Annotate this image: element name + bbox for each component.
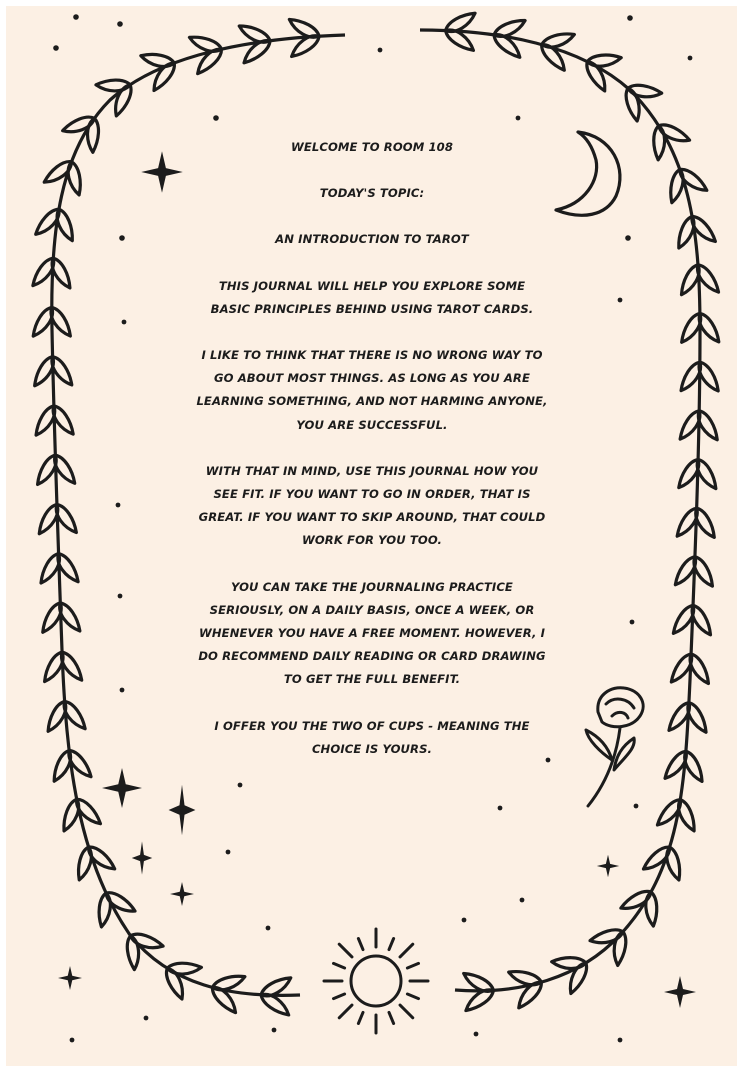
text-line: GO ABOUT MOST THINGS. AS LONG AS YOU ARE <box>214 371 530 386</box>
sun-ray <box>358 1012 363 1023</box>
text-line: DO RECOMMEND DAILY READING OR CARD DRAWING <box>198 649 546 664</box>
text-line: WORK FOR YOU TOO. <box>301 533 443 548</box>
sun-ray <box>400 944 413 957</box>
leaf-icon <box>587 51 623 69</box>
sun-ray <box>339 1005 352 1018</box>
paragraph-two-of-cups <box>172 715 572 761</box>
text-line: SEE FIT. IF YOU WANT TO GO IN ORDER, THAT IS <box>213 487 531 502</box>
text-line: LEARNING SOMETHING, AND NOT HARMING ANYONE, <box>196 394 548 409</box>
leaf-icon <box>164 966 186 1002</box>
topic-title: AN INTRODUCTION TO TAROT <box>275 232 469 247</box>
sun-ray <box>389 1012 394 1023</box>
leaf-icon <box>663 846 686 882</box>
leaf-icon <box>64 161 85 197</box>
paragraph-practice <box>172 576 572 692</box>
welcome-heading: WELCOME TO ROOM 108 <box>290 140 454 154</box>
leaf-icon <box>129 932 165 950</box>
sun-ray <box>339 944 352 957</box>
sun-ray <box>407 963 418 968</box>
sun-icon <box>324 929 428 1033</box>
sun-ray <box>358 939 363 950</box>
text-line: TO GET THE FULL BENEFIT. <box>283 672 461 687</box>
text-line: BASIC PRINCIPLES BEHIND USING TAROT CARDS. <box>210 301 534 316</box>
rose-flower-icon <box>586 688 643 806</box>
paragraph-no-wrong-way <box>172 344 572 437</box>
leaf-icon <box>140 49 176 70</box>
sun-ray <box>389 939 394 950</box>
topic-label: TODAY'S TOPIC: <box>319 186 425 201</box>
text-line: GREAT. IF YOU WANT TO SKIP AROUND, THAT COULD <box>198 510 546 525</box>
leaf-icon <box>167 961 202 976</box>
leaf-icon <box>103 890 138 915</box>
text-line: I OFFER YOU THE TWO OF CUPS - MEANING THE <box>214 718 530 733</box>
sun-ray <box>407 994 418 999</box>
sun-ray <box>334 994 345 999</box>
leaf-icon <box>643 891 659 926</box>
paragraph-intro <box>172 275 572 321</box>
text-line: I LIKE TO THINK THAT THERE IS NO WRONG WAY TO <box>201 348 543 363</box>
text-line: SERIOUSLY, ON A DAILY BASIS, ONCE A WEEK, OR <box>209 602 535 617</box>
leaf-icon <box>652 125 667 160</box>
leaf-icon <box>61 115 97 135</box>
leaf-icon <box>112 82 133 118</box>
text-line: YOU CAN TAKE THE JOURNALING PRACTICE <box>231 579 513 594</box>
sun-ray <box>400 1005 413 1018</box>
sun-ray <box>334 963 345 968</box>
journal-text <box>172 136 572 761</box>
leaf-icon <box>73 846 96 882</box>
leaf-icon <box>551 955 586 970</box>
leaf-icon <box>656 122 692 144</box>
text-line: WHENEVER YOU HAVE A FREE MOMENT. HOWEVER, I <box>198 626 545 641</box>
text-line: THIS JOURNAL WILL HELP YOU EXPLORE SOME <box>218 278 526 293</box>
leaf-icon <box>567 960 590 996</box>
text-line: CHOICE IS YOURS. <box>311 741 433 756</box>
leaf-icon <box>95 892 113 928</box>
text-line: YOU ARE SUCCESSFUL. <box>296 417 448 432</box>
leaf-icon <box>613 931 626 966</box>
text-line: WITH THAT IN MIND, USE THIS JOURNAL HOW YOU <box>205 463 539 478</box>
paragraph-use-journal <box>172 460 572 553</box>
